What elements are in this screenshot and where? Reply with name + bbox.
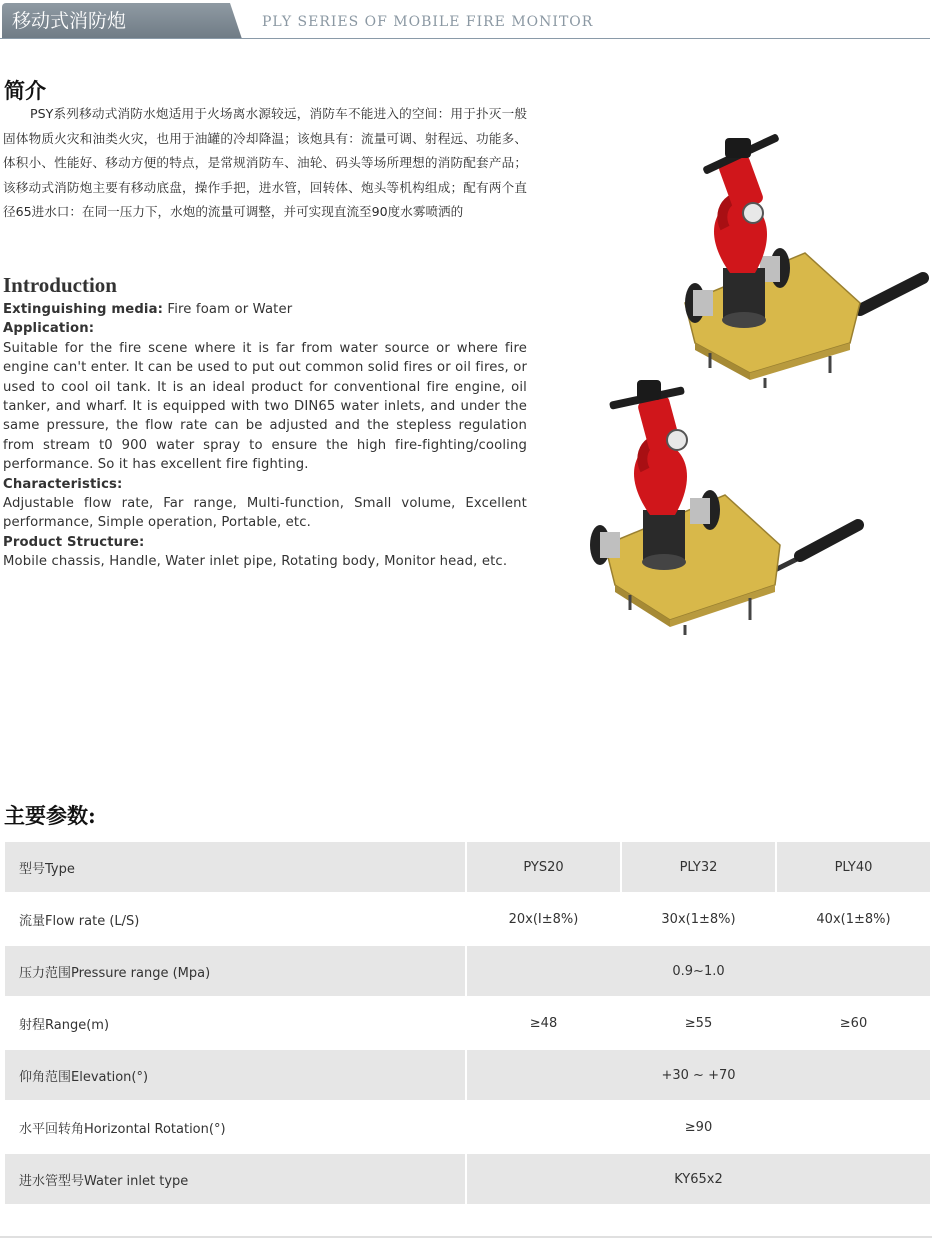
series-title: PLY SERIES OF MOBILE FIRE MONITOR: [262, 14, 594, 30]
header-type: 型号Type: [5, 842, 466, 893]
structure-label: Product Structure:: [3, 534, 145, 550]
section-tab-title: 移动式消防炮: [12, 10, 127, 32]
cell-value: 40x(1±8%): [776, 893, 931, 945]
intro-en-title: Introduction: [3, 273, 117, 297]
fire-monitor-image-2: [585, 370, 870, 635]
header-divider: [0, 38, 930, 39]
bottom-divider: [0, 1236, 932, 1238]
intro-en-body: [3, 300, 527, 572]
table-row-pressure: [5, 945, 931, 997]
intro-zh-title: 简介: [4, 78, 46, 103]
table-row-header: [5, 842, 931, 893]
row-label: 进水管型号Water inlet type: [5, 1153, 466, 1205]
row-label: 压力范围Pressure range (Mpa): [5, 945, 466, 997]
cell-value: ≥55: [621, 997, 776, 1049]
cell-value: KY65x2: [466, 1153, 931, 1205]
table-row-range: [5, 997, 931, 1049]
table-row-flow: [5, 893, 931, 945]
application-label: Application:: [3, 321, 95, 337]
media-value: Fire foam or Water: [163, 302, 293, 317]
cell-value: ≥60: [776, 997, 931, 1049]
spec-table: [5, 842, 932, 1206]
row-label: 流量Flow rate (L/S): [5, 893, 466, 945]
characteristics-text: Adjustable flow rate, Far range, Multi-function, Small volume, Excellent performance, Simple operation, Portable, etc.: [3, 496, 527, 531]
cell-value: 20x(I±8%): [466, 893, 621, 945]
application-text: Suitable for the fire scene where it is far from water source or where fire engine can't enter. It can be used to put out common solid fires or oil fires, or used to cool oil tank. It is an ideal product for conventional fire engine, oil tanker, and wharf. It is equipped with two DIN65 water inlets, and under the same pressure, the flow rate can be adjusted and the stepless regulation from stream t0 900 water spray to ensure the high fire-fighting/cooling performance. So it has excellent fire fighting.: [3, 340, 528, 473]
cell-value: 30x(1±8%): [621, 893, 776, 945]
header-model-ply40: PLY40: [776, 842, 931, 893]
characteristics-label: Characteristics:: [3, 476, 123, 492]
cell-value: +30 ~ +70: [466, 1049, 931, 1101]
header-model-ply32: PLY32: [621, 842, 776, 893]
row-label: 射程Range(m): [5, 997, 466, 1049]
cell-value: 0.9~1.0: [466, 945, 931, 997]
cell-value: ≥48: [466, 997, 621, 1049]
intro-zh-body: PSY系列移动式消防水炮适用于火场离水源较远，消防车不能进入的空间：用于扑灭一般固体物质火灾和油类火灾，也用于油罐的冷却降温；该炮具有：流量可调、射程远、功能多、体积小、性能好、移动方便的特点，是常规消防车、油轮、码头等场所理想的消防配套产品；该移动式消防炮主要有移动底盘，操作手把，进水管，回转体、炮头等机构组成；配有两个直径65进水口：在同一压力下，水炮的流量可调整，并可实现直流至90度水雾喷洒的: [3, 106, 527, 219]
media-label: Extinguishing media:: [3, 302, 164, 317]
header-model-pys20: PYS20: [466, 842, 621, 893]
page-header: [0, 0, 932, 40]
row-label: 水平回转角Horizontal Rotation(°): [5, 1101, 466, 1153]
fire-monitor-image-1: [655, 128, 930, 388]
table-row-inlet: [5, 1153, 931, 1205]
table-row-elevation: [5, 1049, 931, 1101]
structure-text: Mobile chassis, Handle, Water inlet pipe, Rotating body, Monitor head, etc.: [3, 554, 508, 570]
cell-value: ≥90: [466, 1101, 931, 1153]
row-label: 仰角范围Elevation(°): [5, 1049, 466, 1101]
table-row-rotation: [5, 1101, 931, 1153]
params-title: 主要参数:: [4, 803, 96, 828]
